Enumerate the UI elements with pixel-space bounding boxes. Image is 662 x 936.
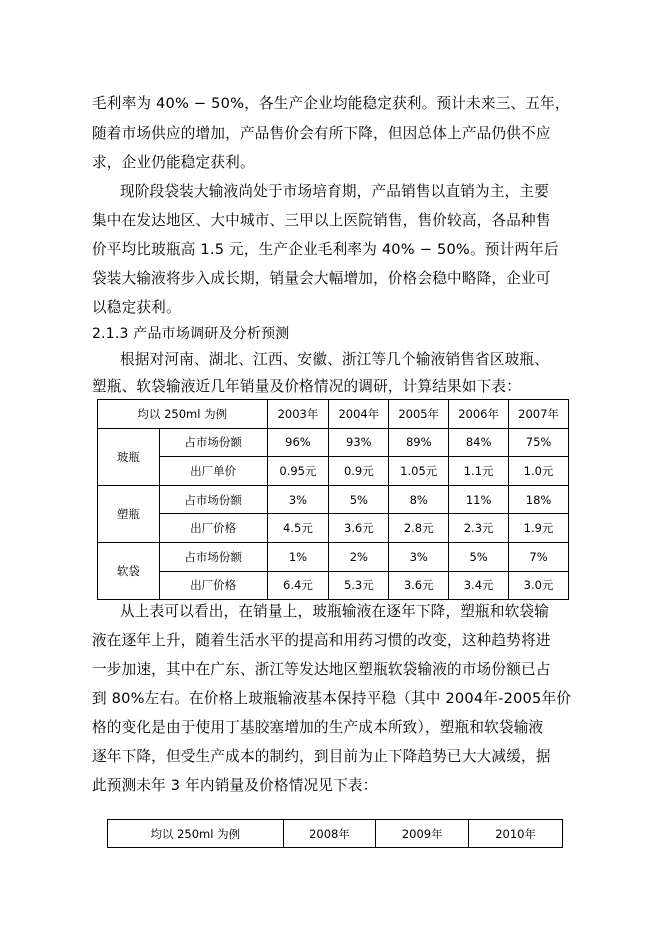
value-cell: 5.3元: [329, 571, 389, 600]
paragraph-line: 此预测未年 3 年内销量及价格情况见下表：: [92, 777, 378, 794]
year-header-cell: 2009年: [376, 820, 469, 848]
value-cell: 2.3元: [449, 514, 509, 543]
value-cell: 3.0元: [509, 571, 569, 600]
table-header-row: [108, 820, 563, 848]
row-label-cell: 占市场份额: [159, 428, 267, 457]
row-label-cell: 占市场份额: [159, 485, 267, 514]
paragraph-line: 价平均比玻瓶高 1.5 元，生产企业毛利率为 40% − 50%。预计两年后: [92, 241, 559, 258]
paragraph-line: 求，企业仍能稳定获利。: [92, 154, 255, 171]
table-row: [98, 457, 569, 486]
value-cell: 84%: [449, 428, 509, 457]
value-cell: 0.9元: [329, 457, 389, 486]
year-header-cell: 2003年: [267, 400, 329, 429]
table-header-row: [98, 400, 569, 429]
value-cell: 6.4元: [267, 571, 329, 600]
paragraph-line: 毛利率为 40% − 50%，各生产企业均能稳定获利。预计未来三、五年，: [92, 95, 570, 112]
group-name-cell: 玻瓶: [98, 428, 160, 485]
value-cell: 1.9元: [509, 514, 569, 543]
value-cell: 1%: [267, 542, 329, 571]
row-label-cell: 出厂单价: [159, 457, 267, 486]
paragraph-line: 以稳定获利。: [92, 299, 181, 316]
paragraph-line: 逐年下降，但受生产成本的制约，到目前为止下降趋势已大大减缓，据: [92, 748, 551, 765]
table-row: [98, 542, 569, 571]
section-heading: 2.1.3 产品市场调研及分析预测: [92, 326, 290, 342]
row-label-cell: 出厂价格: [159, 514, 267, 543]
value-cell: 3.6元: [389, 571, 449, 600]
value-cell: 1.0元: [509, 457, 569, 486]
paragraph-line: 袋装大输液将步入成长期，销量会大幅增加，价格会稳中略降，企业可: [92, 270, 551, 287]
year-header-cell: 2004年: [329, 400, 389, 429]
value-cell: 3.4元: [449, 571, 509, 600]
value-cell: 11%: [449, 485, 509, 514]
value-cell: 1.1元: [449, 457, 509, 486]
value-cell: 3%: [389, 542, 449, 571]
year-header-cell: 2010年: [469, 820, 563, 848]
value-cell: 4.5元: [267, 514, 329, 543]
paragraph-line: 根据对河南、湖北、江西、安徽、浙江等几个输液销售省区玻瓶、: [120, 351, 550, 368]
value-cell: 75%: [509, 428, 569, 457]
table-row: [98, 485, 569, 514]
table-row: [98, 571, 569, 600]
year-header-cell: 2006年: [449, 400, 509, 429]
value-cell: 96%: [267, 428, 329, 457]
year-header-cell: 2007年: [509, 400, 569, 429]
paragraph-line: 到 80%左右。在价格上玻瓶输液基本保持平稳（其中 2004年-2005年价: [92, 690, 572, 707]
row-label-cell: 出厂价格: [159, 571, 267, 600]
table-row: [98, 428, 569, 457]
value-cell: 3%: [267, 485, 329, 514]
paragraph-line: 液在逐年上升，随着生活水平的提高和用药习惯的改变，这种趋势将进: [92, 632, 551, 649]
value-cell: 8%: [389, 485, 449, 514]
paragraph-line: 现阶段袋装大输液尚处于市场培育期，产品销售以直销为主，主要: [120, 183, 550, 200]
value-cell: 93%: [329, 428, 389, 457]
paragraph-line: 随着市场供应的增加，产品售价会有所下降，但因总体上产品仍供不应: [92, 125, 551, 142]
paragraph-line: 从上表可以看出，在销量上，玻瓶输液在逐年下降，塑瓶和软袋输: [120, 603, 550, 620]
paragraph-line: 集中在发达地区、大中城市、三甲以上医院销售，售价较高，各品种售: [92, 212, 551, 229]
group-name-cell: 软袋: [98, 542, 160, 599]
value-cell: 7%: [509, 542, 569, 571]
table-header-cell: 均以 250ml 为例: [98, 400, 268, 429]
value-cell: 2%: [329, 542, 389, 571]
year-header-cell: 2008年: [283, 820, 376, 848]
paragraph-line: 塑瓶、软袋输液近几年销量及价格情况的调研，计算结果如下表：: [92, 378, 522, 395]
group-name-cell: 塑瓶: [98, 485, 160, 542]
value-cell: 0.95元: [267, 457, 329, 486]
paragraph-line: 一步加速，其中在广东、浙江等发达地区塑瓶软袋输液的市场份额已占: [92, 661, 551, 678]
value-cell: 1.05元: [389, 457, 449, 486]
row-label-cell: 占市场份额: [159, 542, 267, 571]
value-cell: 18%: [509, 485, 569, 514]
table-row: [98, 514, 569, 543]
table-header-cell: 均以 250ml 为例: [108, 820, 284, 848]
market-table-2003-2007: [97, 399, 569, 600]
value-cell: 89%: [389, 428, 449, 457]
value-cell: 2.8元: [389, 514, 449, 543]
value-cell: 5%: [329, 485, 389, 514]
paragraph-line: 格的变化是由于使用丁基胶塞增加的生产成本所致），塑瓶和软袋输液: [92, 719, 544, 736]
forecast-table-2008-2010: [107, 819, 563, 848]
value-cell: 5%: [449, 542, 509, 571]
year-header-cell: 2005年: [389, 400, 449, 429]
value-cell: 3.6元: [329, 514, 389, 543]
